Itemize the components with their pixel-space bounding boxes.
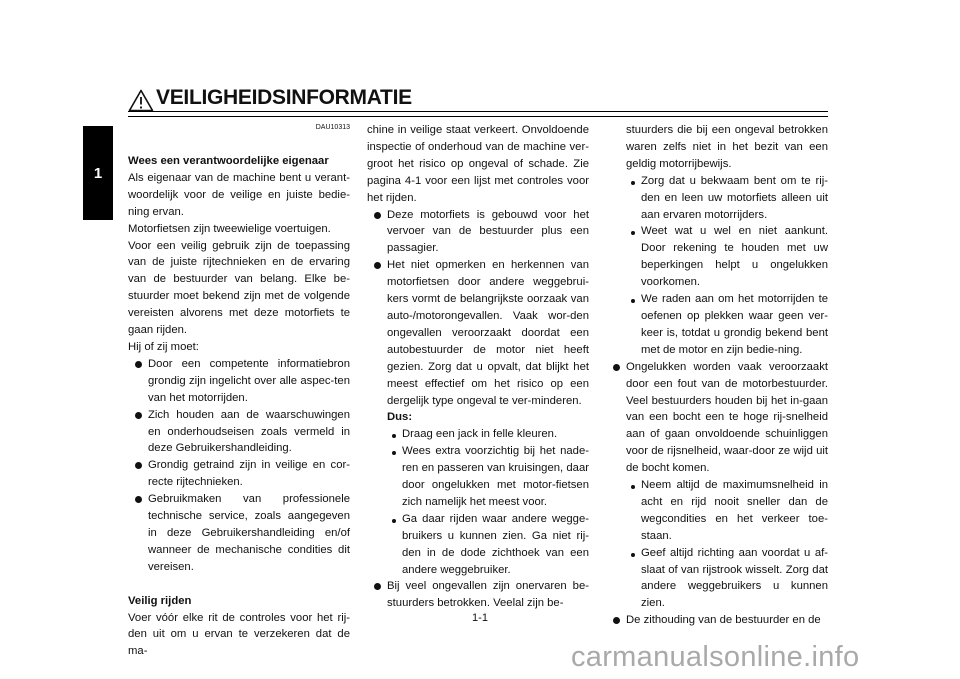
paragraph: Motorfietsen zijn tweewielige voertuigen.	[128, 222, 331, 235]
sub-bullet-item	[606, 545, 828, 613]
chapter-number: 1	[93, 164, 103, 182]
small-dot-icon	[631, 231, 635, 235]
bullet-dot-icon	[374, 583, 381, 590]
bullet-text: Bij veel ongevallen zijn onervaren be-stuurders betrokken. Veelal zijn be-	[387, 580, 589, 610]
paragraph: Hij of zij moet:	[128, 340, 199, 353]
column-1	[128, 122, 350, 660]
bullet-text: Zich houden aan de waarschuwingen en onderhoudseisen zoals vermeld in deze Gebruikershandleiding.	[148, 408, 350, 455]
bullet-text: Het niet opmerken en herkennen van motorfietsen door andere weggebrui-kers vormt de belangrijkste oorzaak van auto-/motorongevallen. Vaak wor-den ongevallen veroorzaakt doordat een autobestuurder de motor niet heeft gezien. Zorg dat u opvalt, dat blijkt het meest effectief om het risico op een dergelijk type ongeval te ver-minderen.	[387, 259, 589, 407]
bullet-dot-icon	[135, 462, 142, 469]
sub-bullet-text: We raden aan om het motorrijden te oefenen op plekken waar geen ver-keer is, totdat u grondig bekend bent met de motor en zijn bedie-ning.	[641, 293, 828, 356]
spacer	[128, 576, 350, 593]
bullet-item	[606, 359, 828, 477]
sub-bullet-item	[606, 223, 828, 291]
bullet-dot-icon	[374, 262, 381, 269]
sub-bullet-text: Ga daar rijden waar andere wegge-bruikers u kunnen zien. Ga niet rij-den in de dode zichthoek van een andere weggebruiker.	[402, 512, 589, 576]
warning-triangle-icon	[128, 89, 154, 112]
chapter-tab	[0, 0, 113, 679]
sub-bullet-text: Wees extra voorzichtig bij het nade-ren en passeren van kruisingen, daar door ongelukken met motor-fietsen zich namelijk het meest voor.	[402, 445, 589, 508]
small-dot-icon	[631, 485, 635, 489]
sub-bullet-item	[606, 291, 828, 359]
bullet-item	[128, 407, 350, 458]
header-rule-thin	[128, 116, 828, 117]
bullet-text: Grondig getraind zijn in veilige en cor-recte rijtechnieken.	[148, 459, 350, 489]
bullet-dot-icon	[135, 412, 142, 419]
column-3	[606, 122, 828, 629]
page-title: VEILIGHEIDSINFORMATIE	[156, 86, 412, 109]
subheading-safe-riding: Veilig rijden	[128, 594, 192, 607]
bullet-text: De zithouding van de bestuurder en de	[626, 614, 821, 627]
continued-text: stuurders die bij een ongeval betrokken waren zelfs niet in het bezit van een geldig motorrijbewijs.	[626, 124, 828, 170]
small-dot-icon	[631, 181, 635, 185]
bullet-dot-icon	[613, 617, 620, 624]
bullet-dot-icon	[135, 361, 142, 368]
sub-bullet-text: Weet wat u wel en niet aankunt. Door rekening te houden met uw beperkingen helpt u ongelukken voorkomen.	[641, 225, 828, 289]
bullet-text: Gebruikmaken van professionele technische service, zoals aangegeven in deze Gebruikershandleiding en/of wanneer de mechanische condities dit vereisen.	[148, 493, 350, 573]
small-dot-icon	[631, 299, 635, 303]
sub-bullet-text: Geef altijd richting aan voordat u af-slaat of van rijstrook wisselt. Zorg dat andere weggebruikers u kunnen zien.	[641, 546, 828, 610]
bullet-text: Ongelukken worden vaak veroorzaakt door een fout van de motorbestuurder. Veel bestuurders houden bij het in-gaan van een bocht een te hoge rij-snelheid aan of gaan onvoldoende schuinliggen voor de rijsnelheid, waar-door ze wijd uit de bocht komen.	[626, 360, 828, 475]
bullet-item	[367, 257, 589, 409]
small-dot-icon	[631, 553, 635, 557]
sub-bullet-text: Zorg dat u bekwaam bent om te rij-den en leen uw motorfiets alleen uit aan ervaren motorrijders.	[641, 174, 828, 221]
bullet-item	[128, 491, 350, 576]
header-rule-thick	[128, 111, 828, 112]
paragraph: Voor een veilig gebruik zijn de toepassing van de juiste rijtechnieken en de ervaring van de bestuurder van belang. Elke be-stuurder moet bekend zijn met de volgende vereisten alvorens met deze motorfiets te gaan rijden.	[128, 239, 350, 337]
watermark: carmanualsonline.info	[571, 641, 860, 673]
sub-bullet-item	[606, 477, 828, 545]
bullet-item	[367, 207, 589, 258]
small-dot-icon	[392, 434, 396, 438]
bullet-dot-icon	[374, 212, 381, 219]
paragraph: Als eigenaar van de machine bent u verant-woordelijk voor de veilige en juiste bedie-ning ervan.	[128, 171, 350, 218]
subheading-owner: Wees een verantwoordelijke eigenaar	[128, 155, 329, 167]
spacer	[128, 136, 350, 153]
paragraph: chine in veilige staat verkeert. Onvoldoende inspectie of onderhoud van de machine ver-groot het risico op ongeval of schade. Zie pagina 4-1 voor een lijst met controles voor het rijden.	[367, 124, 589, 204]
bullet-item	[128, 356, 350, 407]
paragraph: Voer vóór elke rit de controles voor het rij-den uit om u ervan te verzekeren dat de ma-	[128, 611, 350, 658]
bullet-item	[367, 578, 589, 612]
document-code: DAU10313	[315, 124, 350, 131]
bullet-text: Deze motorfiets is gebouwd voor het vervoer van de bestuurder plus een passagier.	[387, 208, 589, 255]
bullet-dot-icon	[135, 496, 142, 503]
small-dot-icon	[392, 451, 396, 455]
sub-bullet-text: Draag een jack in felle kleuren.	[402, 428, 558, 441]
sub-bullet-item	[367, 443, 589, 511]
sub-bullet-item	[606, 173, 828, 224]
bullet-text: Door een competente informatiebron grondig zijn ingelicht over alle aspec-ten van het motorrijden.	[148, 357, 350, 404]
section-header	[128, 86, 828, 118]
page-number: 1-1	[472, 612, 488, 624]
bullet-dot-icon	[613, 364, 620, 371]
sub-bullet-item	[367, 426, 589, 443]
small-dot-icon	[392, 519, 396, 523]
bullet-item	[128, 457, 350, 491]
sub-bullet-text: Neem altijd de maximumsnelheid in acht en rijd nooit sneller dan de wegcondities en het verkeer toe-staan.	[641, 479, 828, 542]
bullet-item	[606, 612, 828, 629]
sub-bullet-item	[367, 511, 589, 579]
dus-label: Dus:	[387, 411, 413, 424]
column-2	[367, 122, 589, 612]
